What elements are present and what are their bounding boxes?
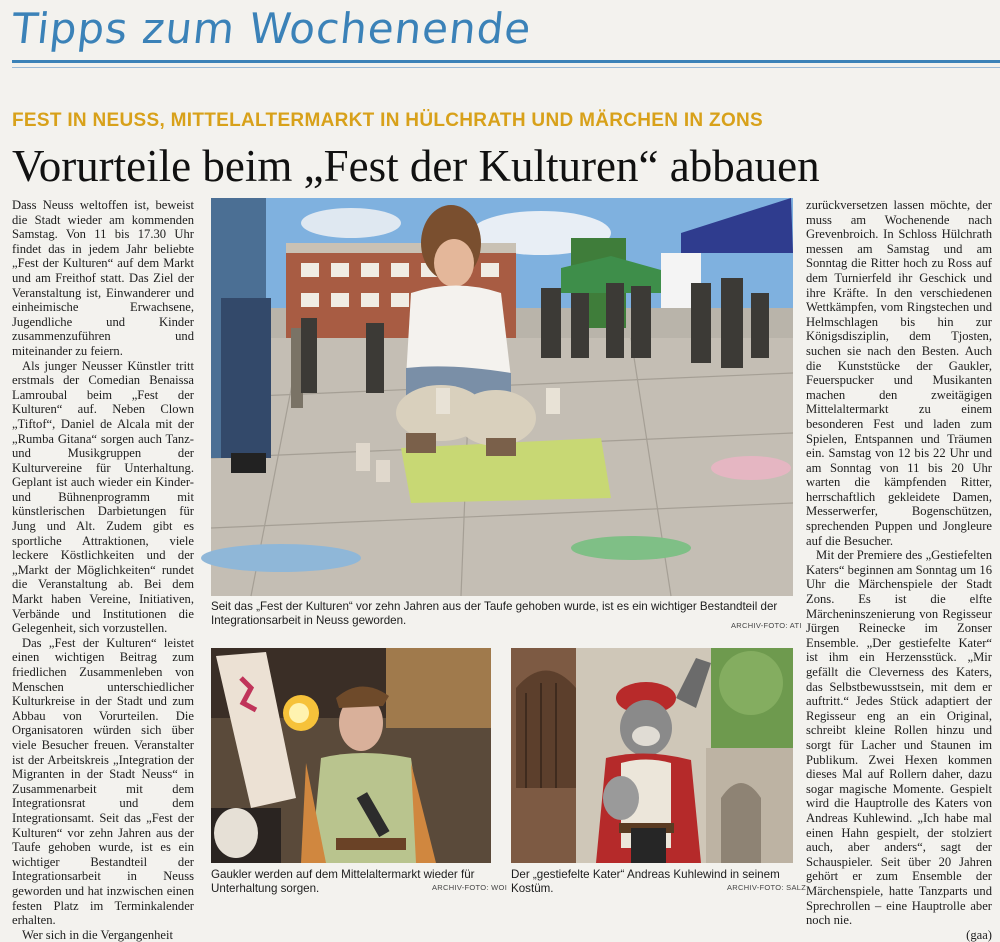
text-column-right bbox=[806, 198, 992, 942]
paragraph: Dass Neuss weltoffen ist, beweist die Stadt wieder am kommenden Samstag. Von 11 bis 17.30 Uhr findet das in jedem Jahr beliebte „Fest der Kulturen“ auf dem Markt und am Freithof statt. Das Ziel der Veranstaltung ist, Einwanderer und einheimische Erwachsene, Jugendliche und Kinder zusammenzuführen und miteinander zu feiern. bbox=[12, 198, 194, 358]
gaukler-photo-image bbox=[211, 648, 491, 863]
gaukler-photo-credit: ARCHIV-FOTO: WOI bbox=[432, 883, 508, 892]
main-photo bbox=[211, 198, 793, 596]
section-rule-thin bbox=[12, 67, 1000, 68]
kater-photo bbox=[511, 648, 793, 863]
author-signature: (gaa) bbox=[966, 927, 992, 942]
kater-photo-credit: ARCHIV-FOTO: SALZ bbox=[727, 883, 807, 892]
gaukler-photo-caption: Gaukler werden auf dem Mittelaltermarkt wieder für Unterhaltung sorgen. bbox=[211, 868, 475, 895]
section-rule bbox=[12, 60, 1000, 63]
paragraph: zurückversetzen lassen möchte, der muss am Wochenende nach Grevenbroich. In Schloss Hülchrath messen am Samstag und am Sonntag die Ritter hoch zu Ross auf dem Turnierfeld ihr Geschick und ihre Kräfte. In den verschiedenen Wettkämpfen, vom Ringstechen und Helmschlagen bis hin zur Königsdisziplin, dem Tjosten, suchen sie nach den Besten. Auch die Kunststücke der Gaukler, Feuerspucker und Musikanten machen den zweitägigen Mittelaltermarkt zu einem besonderen Fest und laden zum Spielen, Entspannen und Träumen ein. Samstag von 12 bis 22 Uhr und am Sonntag von 11 bis 20 Uhr warten die kämpfenden Ritter, herrschaftlich gekleidete Damen, Messerwerfer, Bogenschützen, sprechenden Puppen und Jongleure auf die Besucher. bbox=[806, 198, 992, 548]
section-title: Tipps zum Wochenende bbox=[9, 4, 534, 53]
main-photo-credit: ARCHIV-FOTO: ATI bbox=[731, 621, 802, 630]
paragraph: Das „Fest der Kulturen“ leistet einen wichtigen Beitrag zum friedlichen Zusammenleben von Menschen unterschiedlicher Kulturkreise in der Stadt und zum Abbau von Vorurteilen. Die Organisatoren würden sich über viele Besucher freuen. Veranstalter ist der Arbeitskreis „Integration der Migranten in der Stadt Neuss“ in Zusammenarbeit mit dem Integrationsrat und dem Integrationsamt. Seit das „Fest der Kulturen“ vor zehn Jahren aus der Taufe gehoben wurde, ist es ein wichtiger Bestandteil der Integrationsarbeit in Neuss geworden und hat inzwischen einen festen Platz im Terminkalender erhalten. bbox=[12, 635, 194, 928]
article-kicker: FEST IN NEUSS, MITTELALTERMARKT IN HÜLCHRATH UND MÄRCHEN IN ZONS bbox=[12, 110, 764, 131]
main-photo-image bbox=[211, 198, 793, 596]
paragraph: Als junger Neusser Künstler tritt erstmals der Comedian Benaissa Lamroubal beim „Fest der Kulturen“ auf. Neben Clown „Tiftof“, Daniel de Alcala mit der „Rumba Gitana“ sorgen auch Tanz- und Musikgruppen der Kulturvereine für Unterhaltung. Geplant ist auch wieder ein Kinder- und Bühnenprogramm mit künstlerischen Darbietungen für Jung und Alt. Zudem gibt es sportliche Attraktionen, viele leckere Köstlichkeiten und der „Markt der Möglichkeiten“ rundet die Veranstaltung ab. Bei dem Markt haben Vereine, Initiativen, Verbände und Institutionen die Gelegenheit, sich vorzustellen. bbox=[12, 358, 194, 636]
kater-photo-caption: Der „gestiefelte Kater“ Andreas Kuhlewind in seinem Kostüm. bbox=[511, 868, 780, 895]
kater-photo-image bbox=[511, 648, 793, 863]
main-photo-caption: Seit das „Fest der Kulturen“ vor zehn Jahren aus der Taufe gehoben wurde, ist es ein wichtiger Bestandteil der Integrationsarbeit in Neuss geworden. bbox=[211, 600, 778, 627]
text-column-left bbox=[12, 198, 194, 942]
article-headline: Vorurteile beim „Fest der Kulturen“ abbauen bbox=[12, 141, 820, 191]
gaukler-photo bbox=[211, 648, 491, 863]
paragraph: Wer sich in die Vergangenheit bbox=[22, 927, 174, 942]
paragraph: Mit der Premiere des „Gestiefelten Katers“ beginnen am Sonntag um 16 Uhr die Märchenspiele der Stadt Zons. Es ist die elfte Märcheninszenierung von Regisseur Jürgen Reinecke im Zonser Ensemble. „Der gestiefelte Kater“ ist ihm ein Herzensstück. „Mir gefällt die Cleverness des Katers, das Selbstbewusstsein, mit dem er auftritt.“ Jedes Stück adaptiert der Regisseur eng an ein Original, schreibt kleine Rollen hinzu und sorgt für Lacher und Staunen im Publikum. Zwei Hexen kommen dieses Mal auf Rollern daher, dazu sogar magische Momente. Gespielt wird die Hauptrolle des Katers von Andreas Kuhlewind. „Ich habe mal einen Hahn gespielt, der stolziert auch, aber anders“, sagt der Schauspieler. Seit über 20 Jahren gehört er zum Ensemble der Märchenspiele, hatte Tanzparts und Sprechrollen – eine Hauptrolle aber noch nie. bbox=[806, 548, 992, 928]
